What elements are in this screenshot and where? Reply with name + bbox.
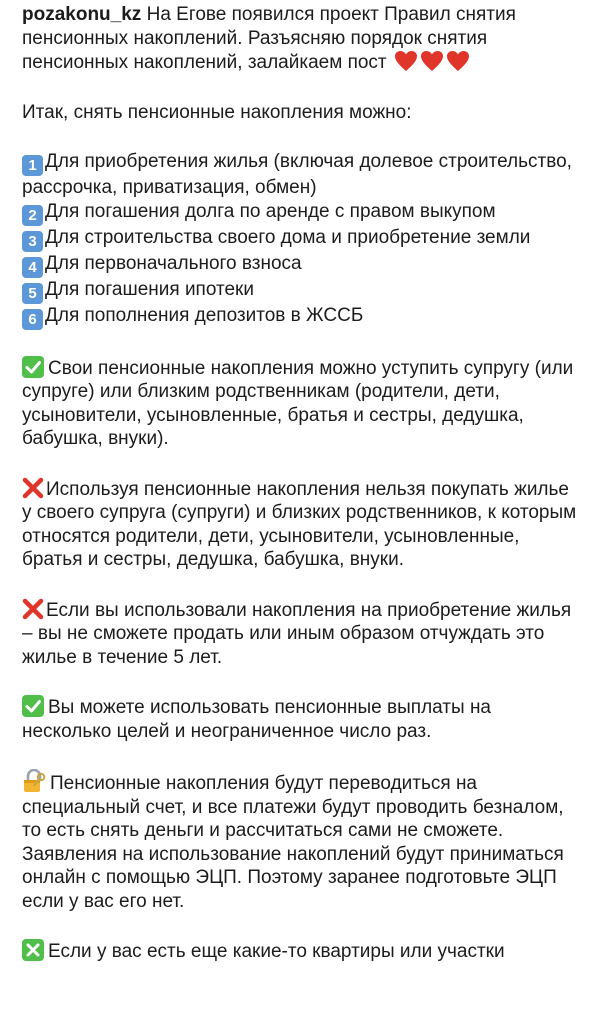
list-item: 5 Для погашения ипотеки xyxy=(22,278,578,304)
cross-mark-icon xyxy=(22,477,44,499)
keycap-4-icon: 4 xyxy=(22,257,43,278)
list-heading: Итак, снять пенсионные накопления можно: xyxy=(22,101,412,123)
keycap-1-icon: 1 xyxy=(22,155,43,176)
heart-icon xyxy=(420,50,444,72)
keycap-2-icon: 2 xyxy=(22,205,43,226)
list-item: 1 Для приобретения жилья (включая долевое строительство, рассрочка, приватизация, обмен) xyxy=(22,151,572,198)
heart-icon xyxy=(446,50,470,72)
list-item: 3 Для строительства своего дома и приобретение земли xyxy=(22,226,578,252)
paragraph-multiple-use: Вы можете использовать пенсионные выплаты на несколько целей и неограниченное число раз. xyxy=(22,697,492,742)
username-link[interactable]: pozakonu_kz xyxy=(22,4,142,25)
paragraph-restriction: Используя пенсионные накопления нельзя покупать жилье у своего супруга (супруги) и близких родственников, к которым относятся родители, дети, усыновители, усыновленные, братья и сестры, дедушка, бабушка, внуки. xyxy=(22,478,577,570)
keycap-5-icon: 5 xyxy=(22,283,43,304)
list-item: 2 Для погашения долга по аренде с правом выкупом xyxy=(22,200,578,226)
list-item: 4 Для первоначального взноса xyxy=(22,252,578,278)
list-item: 6 Для пополнения депозитов в ЖССБ xyxy=(22,304,578,330)
paragraph-assign: Свои пенсионные накопления можно уступить супругу (или супруге) или близким родственникам (родители, дети, усыновители, усыновленные, братья и сестры, дедушка, бабушка, внуки). xyxy=(22,357,574,449)
paragraph-special-account: Пенсионные накопления будут переводиться на специальный счет, и все платежи будут проводить безналом, то есть снять деньги и рассчитаться сами не сможете. Заявления на использование накоплений будут приниматься онлайн с помощью ЭЦП. Поэтому заранее подготовьте ЭЦП если у вас его нет. xyxy=(22,769,578,913)
intro-text: На Егове появился проект Правил снятия пенсионных накоплений. Разъясняю порядок снятия пенсионных накоплений, залайкаем пост xyxy=(22,4,516,73)
options-list xyxy=(22,150,578,330)
paragraph-other-property: Если у вас есть еще какие-то квартиры или участки xyxy=(22,939,578,964)
cross-mark-icon xyxy=(22,598,44,620)
keycap-3-icon: 3 xyxy=(22,231,43,252)
keycap-6-icon: 6 xyxy=(22,309,43,330)
check-mark-button-icon xyxy=(22,356,44,378)
check-mark-button-icon xyxy=(22,695,44,717)
heart-icon xyxy=(394,50,418,72)
paragraph-sale-ban: Если вы использовали накопления на приобретение жилья – вы не сможете продать или иным образом отчуждать это жилье в течение 5 лет. xyxy=(22,599,572,668)
locked-with-key-icon xyxy=(22,769,46,793)
cross-mark-button-icon xyxy=(22,939,44,961)
intro-paragraph xyxy=(22,3,578,75)
